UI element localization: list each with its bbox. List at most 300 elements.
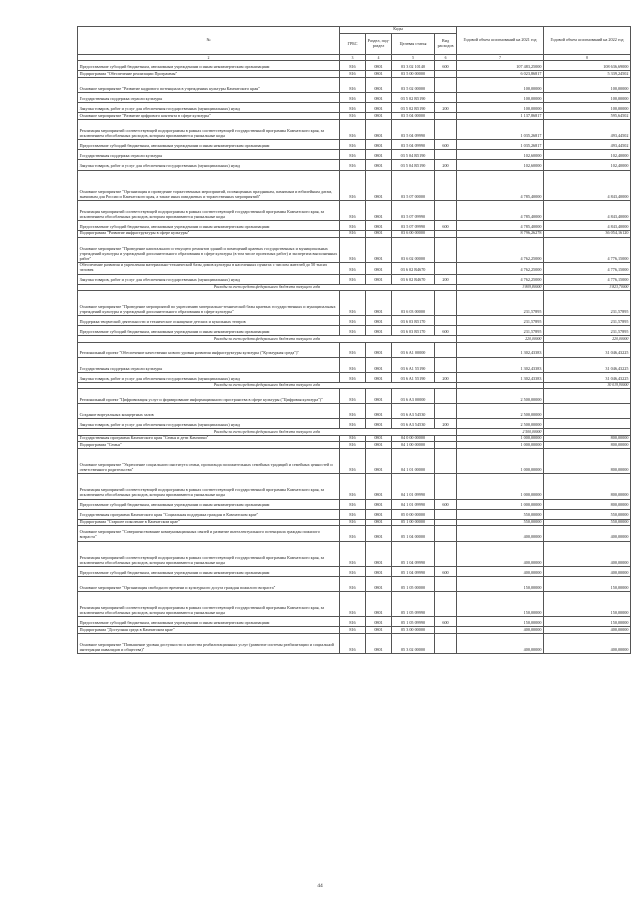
expense-type-cell bbox=[435, 170, 457, 200]
header-codes: Коды bbox=[340, 27, 457, 34]
table-row bbox=[78, 237, 631, 262]
volume-2021-cell: 4 762,25000 bbox=[457, 237, 544, 262]
razdel-cell: 0801 bbox=[366, 566, 392, 576]
volume-2021-cell: 1 035,26817 bbox=[457, 120, 544, 140]
item-name-cell: Подпрограмма "Семья" bbox=[78, 442, 340, 449]
volume-2021-cell: 1 000,00000 bbox=[457, 442, 544, 449]
razdel-cell: 0801 bbox=[366, 263, 392, 275]
volume-2021-cell: 4 762,25000 bbox=[457, 274, 544, 284]
grbs-cell: 816 bbox=[340, 71, 366, 78]
volume-2021-cell: 1 000,00000 bbox=[457, 499, 544, 509]
razdel-cell: 0801 bbox=[366, 389, 392, 404]
expense-type-cell: 200 bbox=[435, 274, 457, 284]
volume-2021-cell: 1 000,00000 bbox=[457, 449, 544, 474]
table-row bbox=[78, 326, 631, 336]
grbs-cell: 816 bbox=[340, 617, 366, 627]
razdel-cell: 0801 bbox=[366, 404, 392, 419]
target-article-cell: 03 6 02 R4670 bbox=[392, 263, 435, 275]
item-name-cell: Региональный проект "Обеспечение качественно нового уровня развития инфраструктуры культуры ("Культурная среда")" bbox=[78, 342, 340, 357]
item-name-cell: Основное мероприятие "Повышение уровня доступности и качества реабилитационных услуг (развитие системы реабилитации и социальной интеграции инвалидов и общества)" bbox=[78, 634, 340, 654]
volume-2022-cell: 108 636,69000 bbox=[544, 61, 631, 71]
table-row bbox=[78, 93, 631, 103]
expense-type-cell bbox=[435, 150, 457, 160]
razdel-cell: 0801 bbox=[366, 499, 392, 509]
volume-2022-cell: 4 843,40000 bbox=[544, 221, 631, 231]
volume-2022-cell: 550,00000 bbox=[544, 509, 631, 519]
expense-type-cell: 600 bbox=[435, 617, 457, 627]
razdel-cell: 0801 bbox=[366, 150, 392, 160]
razdel-cell: 0801 bbox=[366, 316, 392, 326]
grbs-cell: 816 bbox=[340, 113, 366, 120]
volume-2022-cell: 400,00000 bbox=[544, 634, 631, 654]
item-name-cell: Закупка товаров, работ и услуг для обеспечения государственных (муниципальных) нужд bbox=[78, 372, 340, 382]
item-name-cell: Предоставление субсидий бюджетным, автономным учреждениям и иным некоммерческим организациям bbox=[78, 326, 340, 336]
volume-2021-cell: 1 302,43383 bbox=[457, 372, 544, 382]
target-article-cell: 05 1 05 09990 bbox=[392, 592, 435, 617]
expense-type-cell bbox=[435, 71, 457, 78]
volume-2021-cell: 4 762,25000 bbox=[457, 263, 544, 275]
volume-2022-cell: 4 776,15000 bbox=[544, 274, 631, 284]
column-index: 5 bbox=[392, 55, 435, 61]
volume-2021-cell: 550,00000 bbox=[457, 509, 544, 519]
target-article-cell: 03 6 A3 54530 bbox=[392, 404, 435, 419]
razdel-cell: 0801 bbox=[366, 120, 392, 140]
razdel-cell: 0801 bbox=[366, 78, 392, 93]
grbs-cell: 816 bbox=[340, 526, 366, 541]
grbs-cell: 816 bbox=[340, 342, 366, 357]
volume-2022-cell: 400,00000 bbox=[544, 627, 631, 634]
table-row bbox=[78, 342, 631, 357]
target-article-cell: 05 1 04 09990 bbox=[392, 566, 435, 576]
volume-2021-cell: 150,00000 bbox=[457, 576, 544, 591]
target-article-cell: 03 5 04 R5190 bbox=[392, 150, 435, 160]
target-article-cell: 05 1 04 00000 bbox=[392, 526, 435, 541]
item-name-cell: Основное мероприятие "Развитие кадрового потенциала в учреждениях культуры Камчатского края" bbox=[78, 78, 340, 93]
volume-2022-cell: 36 054,16120 bbox=[544, 231, 631, 238]
expense-type-cell bbox=[435, 474, 457, 499]
razdel-cell: 0801 bbox=[366, 474, 392, 499]
target-article-cell: 03 5 07 09990 bbox=[392, 200, 435, 220]
razdel-cell: 0801 bbox=[366, 592, 392, 617]
volume-2022-cell: 400,00000 bbox=[544, 566, 631, 576]
volume-2021-cell: 2 500,00000 bbox=[457, 404, 544, 419]
volume-2021-cell: 1 137,86817 bbox=[457, 113, 544, 120]
grbs-cell: 816 bbox=[340, 404, 366, 419]
volume-2022-cell: 100,00000 bbox=[544, 103, 631, 113]
item-name-cell: Основное мероприятие "Развитие цифрового контента в сфере культуры" bbox=[78, 113, 340, 120]
expense-type-cell: 200 bbox=[435, 372, 457, 382]
expense-type-cell: 600 bbox=[435, 61, 457, 71]
volume-2021-cell: 550,00000 bbox=[457, 519, 544, 526]
volume-2021-cell: 1 035,26817 bbox=[457, 140, 544, 150]
expense-type-cell bbox=[435, 113, 457, 120]
razdel-cell: 0801 bbox=[366, 113, 392, 120]
item-name-cell: Предоставление субсидий бюджетным, автономным учреждениям и иным некоммерческим организациям bbox=[78, 221, 340, 231]
target-article-cell: 05 1 05 09990 bbox=[392, 617, 435, 627]
expense-type-cell: 600 bbox=[435, 221, 457, 231]
expense-type-cell: 200 bbox=[435, 160, 457, 170]
razdel-cell: 0801 bbox=[366, 519, 392, 526]
item-name-cell: Государственная программа Камчатского края "Социальная поддержка граждан в Камчатском крае" bbox=[78, 509, 340, 519]
grbs-cell: 816 bbox=[340, 200, 366, 220]
volume-2021-cell: 2 500,00000 bbox=[457, 389, 544, 404]
volume-2022-cell: 800,00000 bbox=[544, 474, 631, 499]
table-row bbox=[78, 78, 631, 93]
table-row bbox=[78, 389, 631, 404]
expense-type-cell bbox=[435, 509, 457, 519]
table-row bbox=[78, 435, 631, 442]
expense-type-cell bbox=[435, 290, 457, 315]
volume-2022-cell: 100,00000 bbox=[544, 93, 631, 103]
volume-2022-cell: 31 046,43225 bbox=[544, 372, 631, 382]
razdel-cell: 0801 bbox=[366, 221, 392, 231]
expense-type-cell: 600 bbox=[435, 499, 457, 509]
razdel-cell: 0801 bbox=[366, 61, 392, 71]
razdel-cell: 0801 bbox=[366, 435, 392, 442]
column-index: 7 bbox=[457, 55, 544, 61]
table-row bbox=[78, 120, 631, 140]
razdel-cell: 0801 bbox=[366, 526, 392, 541]
grbs-cell: 816 bbox=[340, 592, 366, 617]
expense-type-cell bbox=[435, 342, 457, 357]
volume-2022-cell: 400,00000 bbox=[544, 541, 631, 566]
item-name-cell: Закупка товаров, работ и услуг для обеспечения государственных (муниципальных) нужд bbox=[78, 274, 340, 284]
expense-type-cell bbox=[435, 526, 457, 541]
volume-2022-cell bbox=[544, 389, 631, 404]
table-row bbox=[78, 200, 631, 220]
table-row bbox=[78, 627, 631, 634]
target-article-cell: 03 6 A3 54530 bbox=[392, 419, 435, 429]
table-row bbox=[78, 576, 631, 591]
grbs-cell: 816 bbox=[340, 274, 366, 284]
item-name-cell: Государственная поддержка отрасли культуры bbox=[78, 93, 340, 103]
grbs-cell: 816 bbox=[340, 519, 366, 526]
table-row bbox=[78, 160, 631, 170]
grbs-cell: 816 bbox=[340, 541, 366, 566]
item-name-cell: Создание виртуальных концертных залов bbox=[78, 404, 340, 419]
table-row bbox=[78, 404, 631, 419]
razdel-cell: 0801 bbox=[366, 200, 392, 220]
item-name-cell: Основное мероприятие "Организация и проведение торжественных мероприятий, посвященных праздникам, памятным и юбилейным датам, значимым для России и Камчатского края, а также иных имиджевых и торжественных мероприятий" bbox=[78, 170, 340, 200]
item-name-cell: Основное мероприятие "Совершенствование коммуникационных связей и развитие интеллектуального потенциала граждан пожилого возраста" bbox=[78, 526, 340, 541]
grbs-cell: 816 bbox=[340, 78, 366, 93]
header-no: № bbox=[78, 27, 340, 55]
grbs-cell: 816 bbox=[340, 61, 366, 71]
razdel-cell: 0801 bbox=[366, 274, 392, 284]
volume-2021-cell: 4 785,40000 bbox=[457, 170, 544, 200]
razdel-cell: 0801 bbox=[366, 93, 392, 103]
volume-2021-cell: 1 302,43383 bbox=[457, 342, 544, 357]
razdel-cell: 0801 bbox=[366, 342, 392, 357]
expense-type-cell bbox=[435, 231, 457, 238]
volume-2022-cell: 150,00000 bbox=[544, 617, 631, 627]
target-article-cell: 03 6 03 R5170 bbox=[392, 316, 435, 326]
volume-2022-cell: 400,00000 bbox=[544, 526, 631, 541]
razdel-cell: 0801 bbox=[366, 372, 392, 382]
table-row bbox=[78, 170, 631, 200]
volume-2022-cell: 31 046,43225 bbox=[544, 342, 631, 357]
table-row bbox=[78, 519, 631, 526]
item-name-cell: Закупка товаров, работ и услуг для обеспечения государственных (муниципальных) нужд bbox=[78, 419, 340, 429]
razdel-cell: 0801 bbox=[366, 509, 392, 519]
page-number: 44 bbox=[317, 883, 323, 889]
volume-2021-cell: 400,00000 bbox=[457, 634, 544, 654]
target-article-cell: 04 1 00 00000 bbox=[392, 442, 435, 449]
volume-2021-cell: 400,00000 bbox=[457, 541, 544, 566]
volume-2021-cell: 400,00000 bbox=[457, 627, 544, 634]
volume-2021-cell: 4 785,40000 bbox=[457, 200, 544, 220]
header-grbs: ГРБС bbox=[340, 33, 366, 55]
table-row bbox=[78, 541, 631, 566]
expense-type-cell bbox=[435, 357, 457, 372]
item-name-cell: Предоставление субсидий бюджетным, автономным учреждениям и иным некоммерческим организациям bbox=[78, 617, 340, 627]
item-name-cell: Реализация мероприятий соответствующей подпрограммы в рамках соответствующей государственной программы Камчатского края, за исключением обособленных расходов, которым присваиваются уникальные коды bbox=[78, 541, 340, 566]
volume-2022-cell: 150,00000 bbox=[544, 576, 631, 591]
volume-2022-cell: 231,57895 bbox=[544, 316, 631, 326]
grbs-cell: 816 bbox=[340, 150, 366, 160]
volume-2022-cell bbox=[544, 419, 631, 429]
razdel-cell: 0801 bbox=[366, 140, 392, 150]
razdel-cell: 0801 bbox=[366, 170, 392, 200]
grbs-cell: 816 bbox=[340, 419, 366, 429]
item-name-cell: Государственная поддержка отрасли культуры bbox=[78, 357, 340, 372]
grbs-cell: 816 bbox=[340, 566, 366, 576]
header-volume-2021: Годовой объем ассигнований на 2021 год bbox=[457, 27, 544, 55]
volume-2022-cell: 550,00000 bbox=[544, 519, 631, 526]
table-row bbox=[78, 634, 631, 654]
expense-type-cell bbox=[435, 592, 457, 617]
target-article-cell: 03 5 02 R5190 bbox=[392, 103, 435, 113]
target-article-cell: 03 6 A1 00000 bbox=[392, 342, 435, 357]
item-name-cell: Поддержка творческой деятельности и техническое оснащение детских и кукольных театров bbox=[78, 316, 340, 326]
table-row bbox=[78, 231, 631, 238]
expense-type-cell bbox=[435, 316, 457, 326]
item-name-cell: Реализация мероприятий соответствующей подпрограммы в рамках соответствующей государственной программы Камчатского края, за исключением обособленных расходов, которым присваиваются уникальные коды bbox=[78, 592, 340, 617]
grbs-cell: 816 bbox=[340, 474, 366, 499]
target-article-cell: 04 0 00 00000 bbox=[392, 435, 435, 442]
grbs-cell: 816 bbox=[340, 442, 366, 449]
volume-2021-cell: 3 809,80000 bbox=[457, 284, 544, 290]
header-target-article: Целевая статья bbox=[392, 33, 435, 55]
volume-2022-cell: 800,00000 bbox=[544, 499, 631, 509]
volume-2022-cell: 102,40000 bbox=[544, 150, 631, 160]
grbs-cell: 816 bbox=[340, 627, 366, 634]
volume-2021-cell: 102,60000 bbox=[457, 150, 544, 160]
table-row bbox=[78, 592, 631, 617]
volume-2021-cell: 220,00000 bbox=[457, 336, 544, 342]
item-name-cell: Подпрограмма "Обеспечение реализации Программы" bbox=[78, 71, 340, 78]
volume-2022-cell: 4 843,40000 bbox=[544, 170, 631, 200]
note-text: Расходы за счет средств федерального бюджета текущего года bbox=[78, 284, 457, 290]
grbs-cell: 816 bbox=[340, 509, 366, 519]
volume-2022-cell: 4 843,40000 bbox=[544, 200, 631, 220]
grbs-cell: 816 bbox=[340, 221, 366, 231]
expense-type-cell: 600 bbox=[435, 566, 457, 576]
table-row bbox=[78, 419, 631, 429]
razdel-cell: 0801 bbox=[366, 576, 392, 591]
expense-type-cell bbox=[435, 541, 457, 566]
expense-type-cell: 600 bbox=[435, 326, 457, 336]
volume-2022-cell: 493,44502 bbox=[544, 120, 631, 140]
grbs-cell: 816 bbox=[340, 160, 366, 170]
razdel-cell: 0801 bbox=[366, 617, 392, 627]
volume-2022-cell: 100,00000 bbox=[544, 78, 631, 93]
target-article-cell: 05 1 04 09990 bbox=[392, 541, 435, 566]
razdel-cell: 0801 bbox=[366, 103, 392, 113]
target-article-cell: 03 6 A1 55190 bbox=[392, 357, 435, 372]
volume-2022-cell: 231,57895 bbox=[544, 290, 631, 315]
table-row bbox=[78, 263, 631, 275]
target-article-cell: 05 3 02 00000 bbox=[392, 634, 435, 654]
target-article-cell: 03 6 A1 55190 bbox=[392, 372, 435, 382]
item-name-cell: Государственная поддержка отрасли культуры bbox=[78, 150, 340, 160]
target-article-cell: 03 5 07 09990 bbox=[392, 221, 435, 231]
volume-2021-cell: 2 500,00000 bbox=[457, 419, 544, 429]
column-index: 4 bbox=[366, 55, 392, 61]
target-article-cell: 04 1 01 09990 bbox=[392, 499, 435, 509]
volume-2021-cell: 150,00000 bbox=[457, 592, 544, 617]
table-row bbox=[78, 372, 631, 382]
volume-2022-cell: 220,00000 bbox=[544, 336, 631, 342]
item-name-cell: Обеспечение развития и укрепления материально-технической базы домов культуры в населенных пунктах с числом жителей до 50 тысяч человек bbox=[78, 263, 340, 275]
table-row bbox=[78, 566, 631, 576]
grbs-cell: 816 bbox=[340, 170, 366, 200]
razdel-cell: 0801 bbox=[366, 442, 392, 449]
razdel-cell: 0801 bbox=[366, 449, 392, 474]
table-row bbox=[78, 274, 631, 284]
volume-2022-cell: 30 019,90000 bbox=[544, 382, 631, 388]
target-article-cell: 03 6 03 00000 bbox=[392, 290, 435, 315]
target-article-cell: 03 5 04 00000 bbox=[392, 113, 435, 120]
volume-2021-cell: 8 796,26278 bbox=[457, 231, 544, 238]
item-name-cell: Предоставление субсидий бюджетным, автономным учреждениям и иным некоммерческим организациям bbox=[78, 566, 340, 576]
expense-type-cell bbox=[435, 120, 457, 140]
expense-type-cell bbox=[435, 263, 457, 275]
column-index: 2 bbox=[78, 55, 340, 61]
target-article-cell: 03 5 04 09990 bbox=[392, 140, 435, 150]
note-text: Расходы за счет средств федерального бюджета текущего года bbox=[78, 336, 457, 342]
expense-type-cell bbox=[435, 449, 457, 474]
expense-type-cell bbox=[435, 634, 457, 654]
grbs-cell: 816 bbox=[340, 326, 366, 336]
volume-2021-cell: 107 483,25000 bbox=[457, 61, 544, 71]
target-article-cell: 04 1 01 09990 bbox=[392, 474, 435, 499]
item-name-cell: Реализация мероприятий соответствующей подпрограммы в рамках соответствующей государственной программы Камчатского края, за исключением обособленных расходов, которым присваиваются уникальные коды bbox=[78, 200, 340, 220]
table-row bbox=[78, 474, 631, 499]
grbs-cell: 816 bbox=[340, 237, 366, 262]
expense-type-cell bbox=[435, 389, 457, 404]
header-expense-type: Вид расходов bbox=[435, 33, 457, 55]
table-row bbox=[78, 150, 631, 160]
grbs-cell: 816 bbox=[340, 103, 366, 113]
volume-2022-cell: 800,00000 bbox=[544, 435, 631, 442]
expense-type-cell: 200 bbox=[435, 103, 457, 113]
grbs-cell: 816 bbox=[340, 372, 366, 382]
target-article-cell: 03 5 07 00000 bbox=[392, 170, 435, 200]
target-article-cell: 03 5 04 09990 bbox=[392, 120, 435, 140]
razdel-cell: 0801 bbox=[366, 634, 392, 654]
table-row bbox=[78, 449, 631, 474]
item-name-cell: Предоставление субсидий бюджетным, автономным учреждениям и иным некоммерческим организациям bbox=[78, 61, 340, 71]
volume-2022-cell: 3 823,70000 bbox=[544, 284, 631, 290]
expense-type-cell bbox=[435, 93, 457, 103]
expense-type-cell bbox=[435, 200, 457, 220]
razdel-cell: 0801 bbox=[366, 357, 392, 372]
volume-2021-cell: 100,00000 bbox=[457, 78, 544, 93]
header-razdel: Раздел, под-раздел bbox=[366, 33, 392, 55]
volume-2022-cell: 595,64502 bbox=[544, 113, 631, 120]
expense-type-cell bbox=[435, 519, 457, 526]
table-row bbox=[78, 316, 631, 326]
table-row bbox=[78, 509, 631, 519]
volume-2022-cell: 4 776,15000 bbox=[544, 263, 631, 275]
item-name-cell: Реализация мероприятий соответствующей подпрограммы в рамках соответствующей государственной программы Камчатского края, за исключением обособленных расходов, которым присваиваются уникальные коды bbox=[78, 474, 340, 499]
expense-type-cell bbox=[435, 404, 457, 419]
grbs-cell: 816 bbox=[340, 140, 366, 150]
target-article-cell: 05 0 00 00000 bbox=[392, 509, 435, 519]
expense-type-cell bbox=[435, 237, 457, 262]
grbs-cell: 816 bbox=[340, 449, 366, 474]
grbs-cell: 816 bbox=[340, 357, 366, 372]
grbs-cell: 816 bbox=[340, 389, 366, 404]
volume-2021-cell: 6 023,86817 bbox=[457, 71, 544, 78]
target-article-cell: 03 3 02 10140 bbox=[392, 61, 435, 71]
table-row bbox=[78, 290, 631, 315]
target-article-cell: 04 1 01 00000 bbox=[392, 449, 435, 474]
item-name-cell: Предоставление субсидий бюджетным, автономным учреждениям и иным некоммерческим организациям bbox=[78, 140, 340, 150]
razdel-cell: 0801 bbox=[366, 71, 392, 78]
grbs-cell: 816 bbox=[340, 634, 366, 654]
target-article-cell: 03 6 02 R4670 bbox=[392, 274, 435, 284]
table-row bbox=[78, 617, 631, 627]
header-volume-2022: Годовой объем ассигнований на 2022 год bbox=[544, 27, 631, 55]
grbs-cell: 816 bbox=[340, 231, 366, 238]
target-article-cell: 03 5 04 R5190 bbox=[392, 160, 435, 170]
volume-2021-cell: 1 302,43383 bbox=[457, 357, 544, 372]
razdel-cell: 0801 bbox=[366, 290, 392, 315]
volume-2022-cell: 102,40000 bbox=[544, 160, 631, 170]
expense-type-cell bbox=[435, 435, 457, 442]
razdel-cell: 0801 bbox=[366, 160, 392, 170]
item-name-cell: Подпрограмма "Доступная среда в Камчатском крае" bbox=[78, 627, 340, 634]
budget-table bbox=[77, 26, 631, 654]
grbs-cell: 816 bbox=[340, 93, 366, 103]
target-article-cell: 05 1 00 00000 bbox=[392, 519, 435, 526]
volume-2022-cell: 800,00000 bbox=[544, 442, 631, 449]
table-row bbox=[78, 71, 631, 78]
table-row bbox=[78, 103, 631, 113]
table-row bbox=[78, 221, 631, 231]
volume-2022-cell: 800,00000 bbox=[544, 449, 631, 474]
volume-2021-cell: 231,57895 bbox=[457, 316, 544, 326]
target-article-cell: 03 6 A3 00000 bbox=[392, 389, 435, 404]
note-text: Расходы за счет средств федерального бюджета текущего года bbox=[78, 382, 457, 388]
item-name-cell: Региональный проект "Цифровизация услуг и формирование информационного пространства в сфере культуры ("Цифровая культура")" bbox=[78, 389, 340, 404]
volume-2022-cell bbox=[544, 404, 631, 419]
item-name-cell: Подпрограмма "Старшее поколение в Камчатском крае" bbox=[78, 519, 340, 526]
volume-2022-cell: 5 339,24502 bbox=[544, 71, 631, 78]
volume-2021-cell: 1 000,00000 bbox=[457, 474, 544, 499]
item-name-cell: Основное мероприятие "Организация свободного времени и культурного досуга граждан пожилого возраста" bbox=[78, 576, 340, 591]
table-row bbox=[78, 140, 631, 150]
item-name-cell: Закупка товаров, работ и услуг для обеспечения государственных (муниципальных) нужд bbox=[78, 160, 340, 170]
expense-type-cell bbox=[435, 576, 457, 591]
item-name-cell: Основное мероприятие "Укрепление социального института семьи, пропаганда положительных семейных традиций и семейных ценностей и ответственного родительства" bbox=[78, 449, 340, 474]
volume-2021-cell: 2 500,00000 bbox=[457, 429, 544, 435]
razdel-cell: 0801 bbox=[366, 419, 392, 429]
item-name-cell: Основное мероприятие "Проведение капитального и текущего ремонтов зданий и помещений краевых государственных и муниципальных учреждений культуры и учреждений дополнительного образования в сфере культуры (в том числе проектных работ) и экспертиза выполненных работ" bbox=[78, 237, 340, 262]
column-index: 3 bbox=[340, 55, 366, 61]
